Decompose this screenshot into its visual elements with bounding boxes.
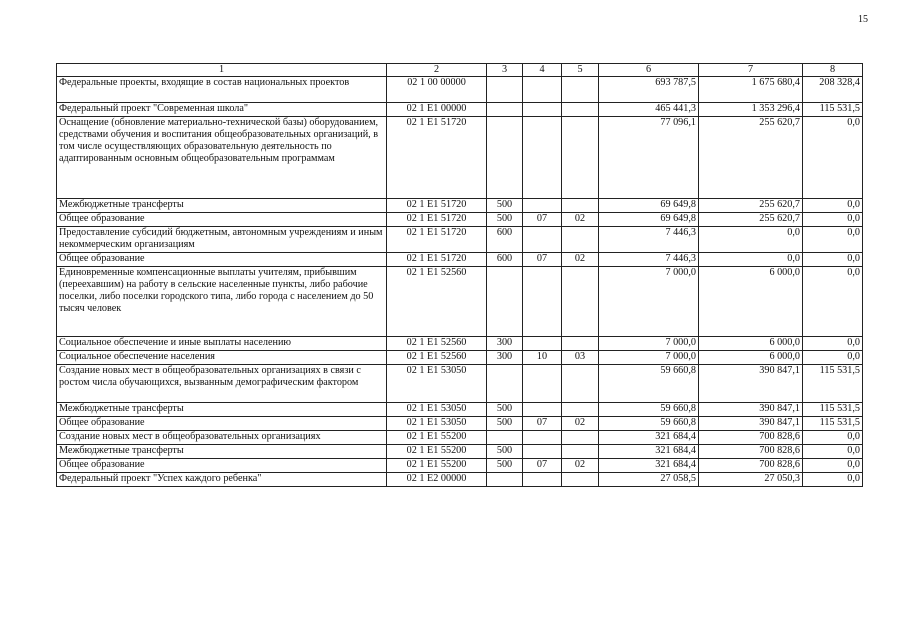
target-code-cell: 02 1 E1 53050 [387,417,487,431]
amount-col8-cell: 0,0 [803,253,863,267]
amount-col6-cell: 321 684,4 [599,459,699,473]
expense-type-cell: 600 [487,227,523,253]
amount-col6-cell: 59 660,8 [599,365,699,403]
target-code-cell: 02 1 E1 51720 [387,253,487,267]
table-row [57,431,863,445]
expense-type-cell: 500 [487,199,523,213]
amount-col7-cell: 0,0 [699,227,803,253]
amount-col7-cell: 27 050,3 [699,473,803,487]
table-row [57,267,863,337]
amount-col8-cell: 0,0 [803,117,863,199]
expense-type-cell [487,473,523,487]
amount-col6-cell: 465 441,3 [599,103,699,117]
amount-col7-cell: 255 620,7 [699,213,803,227]
section-cell: 07 [523,459,562,473]
amount-col6-cell: 321 684,4 [599,445,699,459]
expense-type-cell [487,77,523,103]
target-code-cell: 02 1 00 00000 [387,77,487,103]
subsection-cell [562,227,599,253]
amount-col8-cell: 0,0 [803,445,863,459]
target-code-cell: 02 1 E1 55200 [387,459,487,473]
column-header: 7 [699,64,803,77]
subsection-cell [562,117,599,199]
amount-col8-cell: 208 328,4 [803,77,863,103]
page-number: 15 [858,14,868,25]
subsection-cell: 02 [562,459,599,473]
section-cell: 07 [523,213,562,227]
row-name-cell: Общее образование [57,213,387,227]
table-row [57,351,863,365]
amount-col8-cell: 0,0 [803,267,863,337]
row-name-cell: Социальное обеспечение населения [57,351,387,365]
amount-col6-cell: 77 096,1 [599,117,699,199]
table-row [57,77,863,103]
subsection-cell [562,103,599,117]
subsection-cell [562,267,599,337]
target-code-cell: 02 1 E1 55200 [387,431,487,445]
amount-col6-cell: 69 649,8 [599,199,699,213]
amount-col6-cell: 321 684,4 [599,431,699,445]
section-cell [523,431,562,445]
table-row [57,117,863,199]
amount-col7-cell: 255 620,7 [699,199,803,213]
row-name-cell: Предоставление субсидий бюджетным, автономным учреждениям и иным некоммерческим организациям [57,227,387,253]
section-cell [523,267,562,337]
expense-type-cell: 500 [487,213,523,227]
row-name-cell: Создание новых мест в общеобразовательных организациях в связи с ростом числа обучающихся, вызванным демографическим фактором [57,365,387,403]
section-cell [523,227,562,253]
subsection-cell: 03 [562,351,599,365]
row-name-cell: Межбюджетные трансферты [57,403,387,417]
subsection-cell [562,445,599,459]
section-cell [523,199,562,213]
column-header: 1 [57,64,387,77]
row-name-cell: Федеральный проект "Современная школа" [57,103,387,117]
amount-col7-cell: 6 000,0 [699,351,803,365]
amount-col7-cell: 390 847,1 [699,403,803,417]
subsection-cell [562,199,599,213]
section-cell: 07 [523,417,562,431]
column-header: 2 [387,64,487,77]
amount-col6-cell: 69 649,8 [599,213,699,227]
row-name-cell: Федеральный проект "Успех каждого ребенка" [57,473,387,487]
target-code-cell: 02 1 E1 53050 [387,365,487,403]
expense-type-cell [487,117,523,199]
table-row [57,103,863,117]
row-name-cell: Создание новых мест в общеобразовательных организациях [57,431,387,445]
amount-col7-cell: 700 828,6 [699,431,803,445]
amount-col7-cell: 390 847,1 [699,417,803,431]
expense-type-cell: 300 [487,337,523,351]
amount-col8-cell: 0,0 [803,473,863,487]
amount-col7-cell: 1 353 296,4 [699,103,803,117]
amount-col8-cell: 115 531,5 [803,403,863,417]
amount-col7-cell: 6 000,0 [699,337,803,351]
section-cell [523,473,562,487]
column-header: 4 [523,64,562,77]
table-row [57,417,863,431]
row-name-cell: Социальное обеспечение и иные выплаты населению [57,337,387,351]
amount-col6-cell: 59 660,8 [599,403,699,417]
expense-type-cell: 500 [487,445,523,459]
amount-col8-cell: 0,0 [803,459,863,473]
amount-col8-cell: 0,0 [803,213,863,227]
target-code-cell: 02 1 E1 53050 [387,403,487,417]
subsection-cell [562,77,599,103]
subsection-cell [562,431,599,445]
expense-type-cell: 600 [487,253,523,267]
section-cell: 10 [523,351,562,365]
target-code-cell: 02 1 E1 51720 [387,213,487,227]
target-code-cell: 02 1 E1 00000 [387,103,487,117]
target-code-cell: 02 1 E1 52560 [387,267,487,337]
expense-type-cell [487,103,523,117]
row-name-cell: Межбюджетные трансферты [57,445,387,459]
target-code-cell: 02 1 E1 51720 [387,227,487,253]
section-cell [523,77,562,103]
amount-col8-cell: 115 531,5 [803,103,863,117]
row-name-cell: Общее образование [57,417,387,431]
row-name-cell: Межбюджетные трансферты [57,199,387,213]
amount-col8-cell: 0,0 [803,227,863,253]
section-cell [523,403,562,417]
amount-col6-cell: 7 446,3 [599,253,699,267]
row-name-cell: Общее образование [57,253,387,267]
amount-col6-cell: 7 000,0 [599,351,699,365]
target-code-cell: 02 1 E1 52560 [387,351,487,365]
table-row [57,227,863,253]
amount-col7-cell: 255 620,7 [699,117,803,199]
amount-col6-cell: 7 446,3 [599,227,699,253]
row-name-cell: Федеральные проекты, входящие в состав национальных проектов [57,77,387,103]
table-row [57,337,863,351]
table-row [57,199,863,213]
table-row [57,473,863,487]
section-cell [523,445,562,459]
table-row [57,253,863,267]
target-code-cell: 02 1 E1 51720 [387,117,487,199]
section-cell [523,337,562,351]
table-row [57,403,863,417]
column-header: 5 [562,64,599,77]
amount-col7-cell: 1 675 680,4 [699,77,803,103]
section-cell: 07 [523,253,562,267]
expense-type-cell [487,365,523,403]
amount-col6-cell: 7 000,0 [599,337,699,351]
subsection-cell [562,337,599,351]
row-name-cell: Единовременные компенсационные выплаты учителям, прибывшим (переехавшим) на работу в сельские населенные пункты, либо рабочие поселки, либо поселки городского типа, либо города с населением до 50 тысяч человек [57,267,387,337]
table-row [57,459,863,473]
row-name-cell: Общее образование [57,459,387,473]
table-row [57,445,863,459]
section-cell [523,365,562,403]
amount-col6-cell: 27 058,5 [599,473,699,487]
expense-type-cell: 300 [487,351,523,365]
target-code-cell: 02 1 E2 00000 [387,473,487,487]
amount-col6-cell: 693 787,5 [599,77,699,103]
row-name-cell: Оснащение (обновление материально-технической базы) оборудованием, средствами обучения и воспитания общеобразовательных организаций, в том числе осуществляющих образовательную деятельность по адаптированным основным общеобразовательным программам [57,117,387,199]
amount-col8-cell: 0,0 [803,431,863,445]
expense-type-cell: 500 [487,403,523,417]
amount-col8-cell: 0,0 [803,337,863,351]
amount-col7-cell: 6 000,0 [699,267,803,337]
subsection-cell [562,365,599,403]
amount-col8-cell: 115 531,5 [803,365,863,403]
amount-col6-cell: 59 660,8 [599,417,699,431]
subsection-cell: 02 [562,417,599,431]
subsection-cell: 02 [562,213,599,227]
amount-col7-cell: 700 828,6 [699,445,803,459]
target-code-cell: 02 1 E1 52560 [387,337,487,351]
budget-table [56,63,863,487]
amount-col7-cell: 0,0 [699,253,803,267]
column-header: 8 [803,64,863,77]
expense-type-cell [487,267,523,337]
amount-col8-cell: 0,0 [803,351,863,365]
column-header: 3 [487,64,523,77]
column-number-row [57,64,863,77]
target-code-cell: 02 1 E1 55200 [387,445,487,459]
subsection-cell [562,473,599,487]
subsection-cell: 02 [562,253,599,267]
section-cell [523,103,562,117]
column-header: 6 [599,64,699,77]
amount-col8-cell: 115 531,5 [803,417,863,431]
amount-col6-cell: 7 000,0 [599,267,699,337]
subsection-cell [562,403,599,417]
expense-type-cell: 500 [487,459,523,473]
amount-col8-cell: 0,0 [803,199,863,213]
expense-type-cell [487,431,523,445]
table-row [57,213,863,227]
expense-type-cell: 500 [487,417,523,431]
target-code-cell: 02 1 E1 51720 [387,199,487,213]
table-row [57,365,863,403]
amount-col7-cell: 700 828,6 [699,459,803,473]
amount-col7-cell: 390 847,1 [699,365,803,403]
section-cell [523,117,562,199]
